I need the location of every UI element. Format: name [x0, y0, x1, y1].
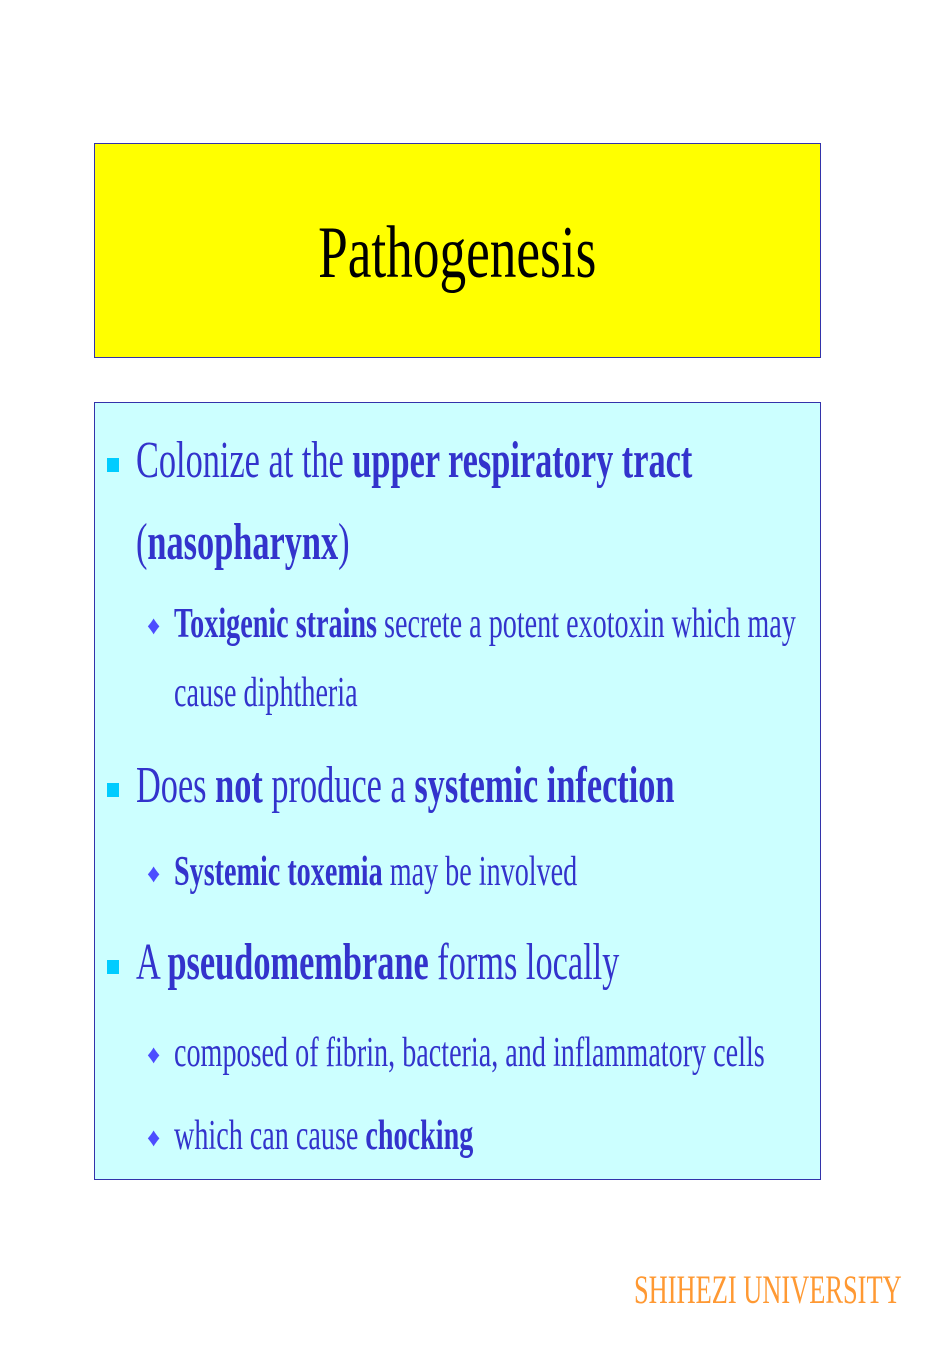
bullet-3-sub-1: composed of fibrin, bacteria, and inflammatory cells	[174, 1030, 765, 1076]
diamond-bullet-icon: ♦	[147, 859, 161, 888]
square-bullet-icon	[107, 960, 119, 974]
title-banner	[94, 143, 821, 358]
bullet-1-sub-1-line-1: Toxigenic strains secrete a potent exotoxin which may	[174, 601, 796, 647]
content-panel	[94, 402, 821, 1180]
bullet-1-line-2: (nasopharynx)	[136, 514, 350, 571]
bullet-3-line-1: A pseudomembrane forms locally	[136, 934, 620, 991]
bullet-1-sub-1-line-2: cause diphtheria	[174, 670, 358, 716]
bullet-2-sub-1: Systemic toxemia may be involved	[174, 849, 578, 895]
footer-university-name: SHIHEZI UNIVERSITY	[634, 1267, 902, 1312]
bullet-1-line-1: Colonize at the upper respiratory tract	[136, 432, 693, 489]
diamond-bullet-icon: ♦	[147, 611, 161, 640]
bullet-list	[95, 403, 820, 1179]
diamond-bullet-icon: ♦	[147, 1123, 161, 1152]
square-bullet-icon	[107, 458, 119, 472]
bullet-2-line-1: Does not produce a systemic infection	[136, 757, 675, 814]
slide-title: Pathogenesis	[318, 212, 597, 294]
square-bullet-icon	[107, 783, 119, 797]
diamond-bullet-icon: ♦	[147, 1040, 161, 1069]
bullet-3-sub-2: which can cause chocking	[174, 1113, 474, 1159]
